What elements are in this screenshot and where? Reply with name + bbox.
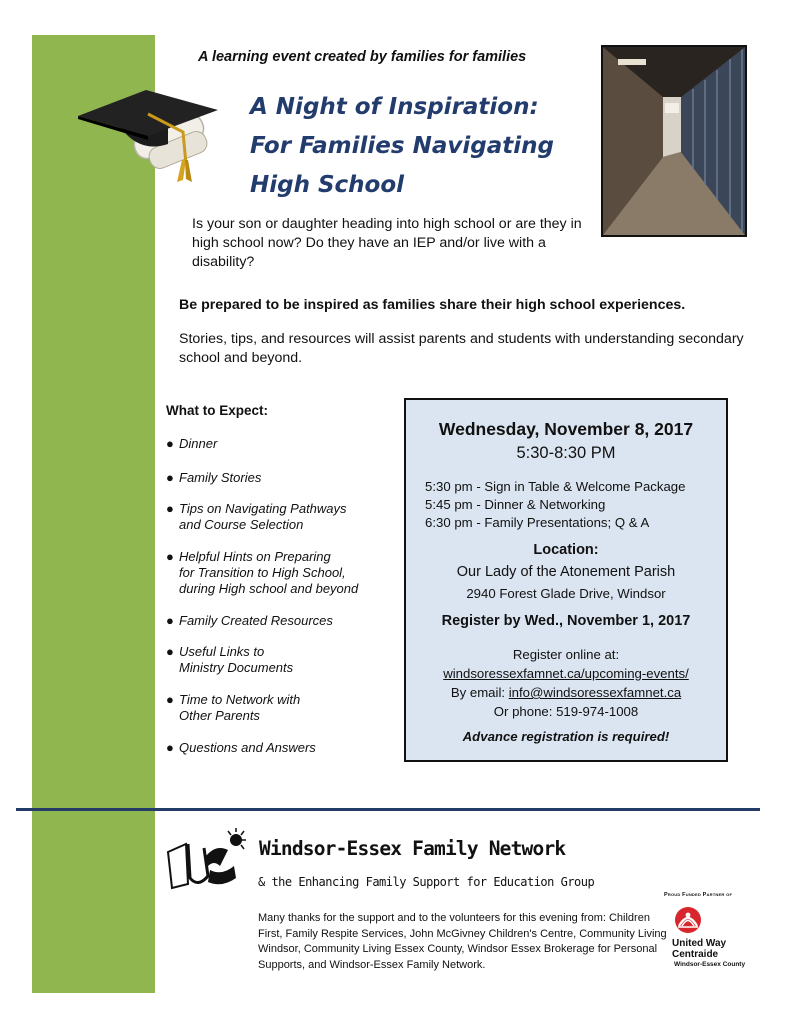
school-hallway-photo: [601, 45, 747, 237]
what-to-expect-heading: What to Expect:: [166, 403, 269, 418]
register-deadline: Register by Wed., November 1, 2017: [441, 613, 691, 629]
partner-caption: Proud Funded Partner of: [664, 892, 733, 898]
partner-name-line-1: United Way: [672, 938, 727, 949]
event-date: Wednesday, November 8, 2017: [438, 419, 694, 439]
email-label: By email:: [450, 685, 509, 700]
list-item: ● Dinner: [166, 436, 218, 451]
advance-registration-note: Advance registration is required!: [462, 729, 670, 744]
partner-name-line-2: Centraide: [672, 949, 719, 960]
event-details-box: [404, 398, 728, 762]
list-item: ● Helpful Hints on Preparing for Transition to High School, during High school and beyond: [166, 549, 359, 596]
united-way-logo-icon: [674, 906, 702, 934]
thanks-paragraph: Many thanks for the support and to the volunteers for this evening from: Children First, Family Respite Services, John McGivney Children's Centre, Community Living Windsor, Community Living Essex County, Windsor Essex Brokerage for Personal Supports, and Windsor-Essex Family Network.: [258, 912, 667, 971]
stories-paragraph: Stories, tips, and resources will assist parents and students with understanding secondary school and beyond.: [179, 331, 744, 366]
hallway-image: [603, 47, 745, 235]
inspiration-statement: Be prepared to be inspired as families share their high school experiences.: [179, 297, 686, 313]
location-name: Our Lady of the Atonement Parish: [456, 564, 676, 580]
schedule-item: 5:30 pm - Sign in Table & Welcome Package: [425, 479, 686, 494]
schedule-item: 5:45 pm - Dinner & Networking: [425, 497, 606, 512]
schedule-item: 6:30 pm - Family Presentations; Q & A: [425, 515, 650, 530]
list-item: ● Useful Links to Ministry Documents: [166, 644, 294, 675]
register-link[interactable]: windsoressexfamnet.ca/upcoming-events/: [443, 666, 689, 681]
partner-name-line-3: Windsor-Essex County: [674, 961, 746, 968]
graduation-cap-diploma-icon: [78, 84, 228, 194]
registration-info: [406, 645, 726, 721]
list-item: ● Questions and Answers: [166, 740, 316, 755]
location-heading: Location:: [533, 542, 599, 558]
organization-name: Windsor-Essex Family Network: [259, 837, 566, 860]
list-item: ● Family Stories: [166, 470, 262, 485]
tagline: A learning event created by families for families: [198, 49, 527, 65]
location-address: 2940 Forest Glade Drive, Windsor: [466, 586, 666, 601]
title-line-2: For Families Navigating: [250, 133, 554, 159]
list-item: ● Family Created Resources: [166, 613, 333, 628]
event-time: 5:30-8:30 PM: [516, 444, 616, 462]
family-network-logo-icon: [164, 826, 250, 892]
list-item: ● Tips on Navigating Pathways and Course Selection: [166, 501, 347, 532]
list-item: ● Time to Network with Other Parents: [166, 692, 301, 723]
title-line-3: High School: [250, 172, 405, 198]
footer-divider: [16, 808, 760, 811]
event-title: [250, 88, 554, 205]
intro-question: Is your son or daughter heading into high school or are they in high school now? Do they have an IEP and/or live with a disability?: [192, 216, 582, 270]
phone-number: Or phone: 519-974-1008: [493, 704, 639, 719]
title-line-1: A Night of Inspiration:: [250, 94, 539, 120]
organization-subtitle: & the Enhancing Family Support for Education Group: [258, 875, 595, 889]
event-schedule: [425, 478, 685, 532]
email-link[interactable]: info@windsoressexfamnet.ca: [508, 685, 682, 700]
register-online-label: Register online at:: [512, 647, 620, 662]
